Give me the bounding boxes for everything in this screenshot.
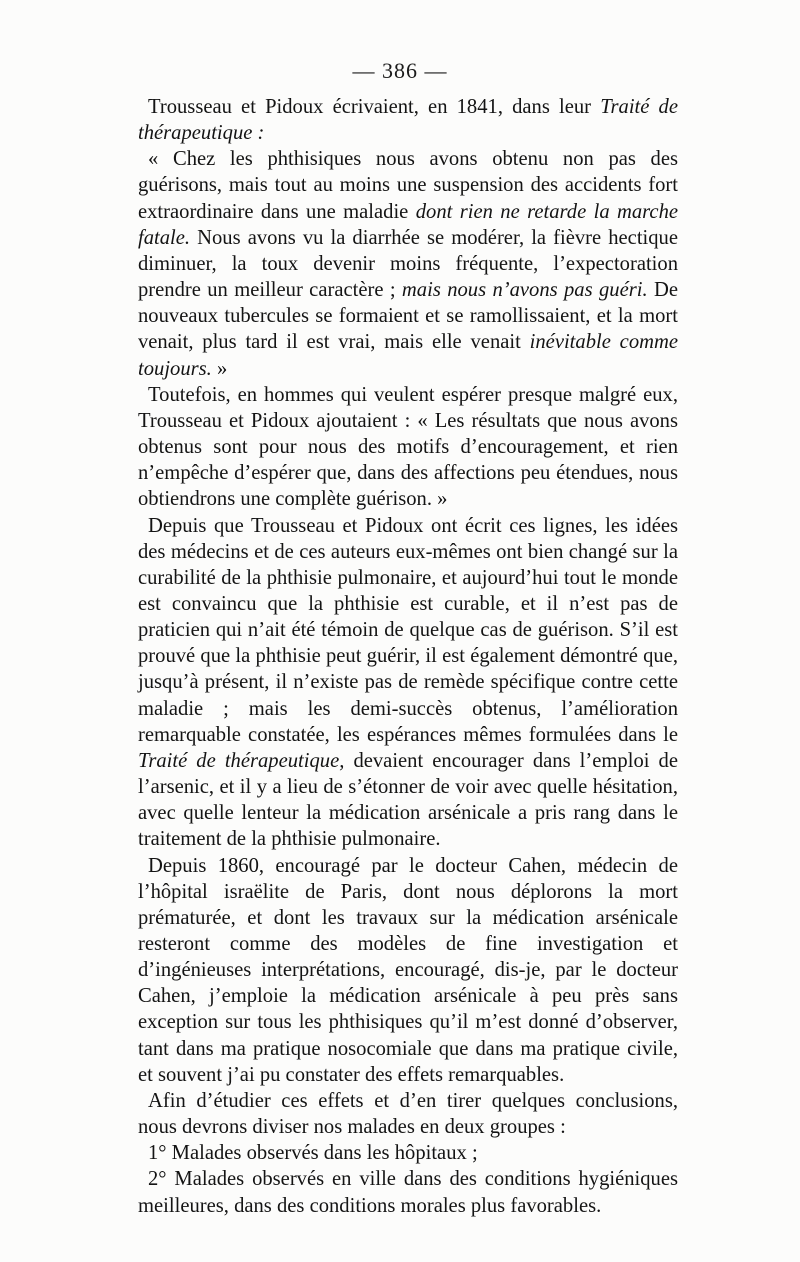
italic-text: Traité de thérapeutique : bbox=[138, 96, 678, 145]
italic-text: mais nous n’avons pas guéri. bbox=[401, 279, 648, 302]
body-text-run: 1° Malades observés dans les hôpitaux ; bbox=[148, 1142, 478, 1165]
italic-text: dont rien ne retarde la marche fatale. bbox=[138, 200, 679, 249]
paragraph-p1 bbox=[138, 94, 678, 146]
page-number: — 386 — bbox=[352, 58, 448, 83]
paragraph-p2 bbox=[138, 146, 678, 381]
paragraph-p8 bbox=[138, 1166, 678, 1218]
body-text-run: devaient encourager dans l’emploi de l’arsenic, et il y a lieu de s’étonner de voir avec quelle hésitation, avec quelle lenteur la médication arsénicale a pris rang dans le traitement de la phthisie pulmonaire. bbox=[138, 749, 678, 851]
body-text bbox=[138, 94, 678, 1219]
body-text-run: 2° Malades observés en ville dans des conditions hygiéniques meilleures, dans des conditions morales plus favorables. bbox=[138, 1168, 678, 1217]
italic-text: Traité de thérapeutique, bbox=[138, 749, 345, 772]
body-text-run: « Chez les phthisiques nous avons obtenu non pas des guérisons, mais tout au moins une suspension des accidents fort extraordinaire dans une maladie bbox=[138, 148, 678, 223]
paragraph-p5 bbox=[138, 853, 678, 1088]
body-text-run: Trousseau et Pidoux écrivaient, en 1841, dans leur bbox=[148, 96, 601, 118]
body-text-run: Nous avons vu la diarrhée se modérer, la fièvre hectique diminuer, la toux devenir moins fréquente, l’expectoration prendre un meilleur caractère ; bbox=[138, 226, 678, 302]
paragraph-p7 bbox=[138, 1140, 678, 1166]
paragraph-p4 bbox=[138, 513, 678, 853]
body-text-run: Afin d’étudier ces effets et d’en tirer quelques conclusions, nous devrons diviser nos malades en deux groupes : bbox=[138, 1089, 678, 1139]
body-text-run: Depuis 1860, encouragé par le docteur Cahen, médecin de l’hôpital israëlite de Paris, dont nous déplorons la mort prématurée, et dont les travaux sur la médication arsénicale resteront comme des modèles de fine investigation et d’ingénieuses interprétations, encouragé, dis-je, par le docteur Cahen, j’emploie la médication arsénicale à peu près sans exception sur tous les phthisiques qu’il m’est donné d’observer, tant dans ma pratique nosocomiale que dans ma pratique civile, et souvent j’ai pu constater des effets remarquables. bbox=[138, 854, 678, 1086]
paragraph-p3 bbox=[138, 382, 678, 513]
paragraph-p6 bbox=[138, 1088, 678, 1140]
body-text-run: Toutefois, en hommes qui veulent espérer presque malgré eux, Trousseau et Pidoux ajoutaient : « Les résultats que nous avons obtenus sont pour nous des motifs d’encouragement, et rien n’empêche d’espérer que, dans des affections peu étendues, nous obtiendrons une complète guérison. » bbox=[138, 383, 678, 511]
body-text-run: » bbox=[211, 357, 228, 380]
body-text-run: Depuis que Trousseau et Pidoux ont écrit ces lignes, les idées des médecins et de ces auteurs eux-mêmes ont bien changé sur la curabilité de la phthisie pulmonaire, et aujourd’hui tout le monde est convaincu que la phthisie est curable, et il n’est pas de praticien qui n’ait été témoin de quelque cas de guérison. S’il est prouvé que la phthisie peut guérir, il est également démontré que, jusqu’à présent, il n’existe pas de remède spécifique contre cette maladie ; mais les demi-succès obtenus, l’amélioration remarquable constatée, les espérances mêmes formulées dans le bbox=[138, 514, 678, 746]
body-text-run: De nouveaux tubercules se formaient et se ramollissaient, et la mort venait, plus tard il est vrai, mais elle venait bbox=[138, 279, 678, 354]
italic-text: inévitable comme toujours. bbox=[138, 331, 679, 380]
